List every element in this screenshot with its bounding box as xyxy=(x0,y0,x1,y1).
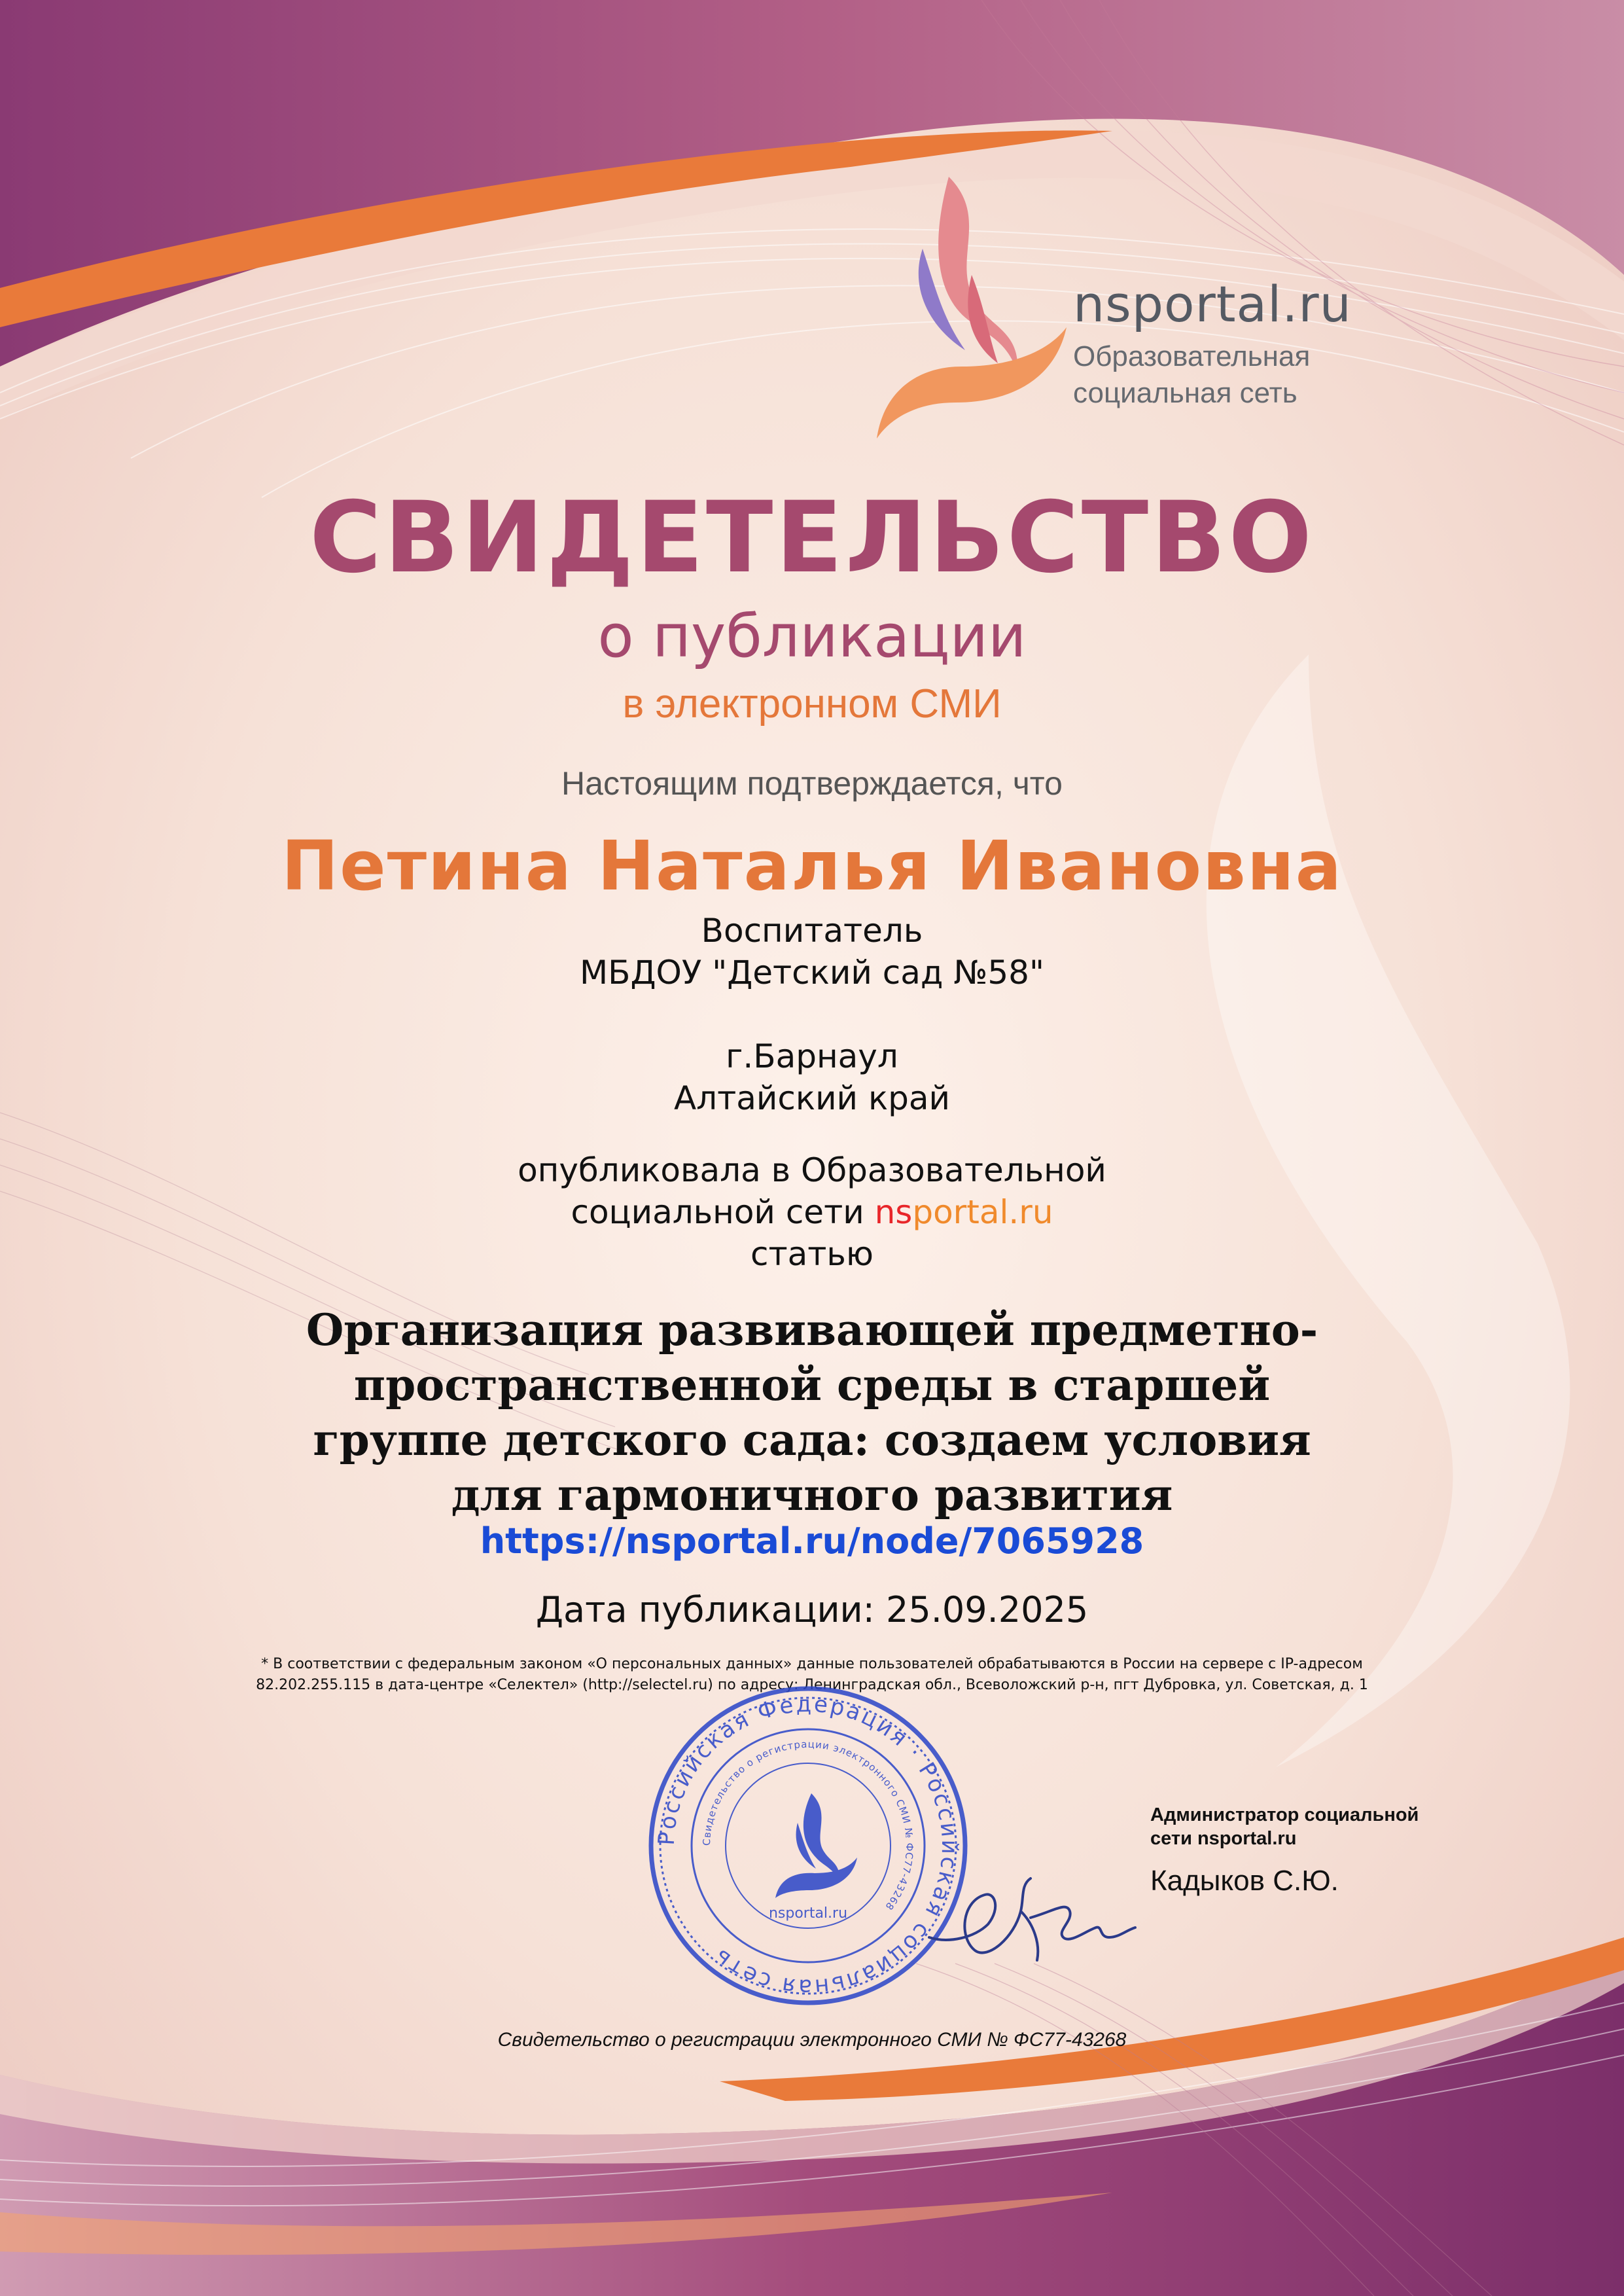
admin-name: Кадыков С.Ю. xyxy=(1150,1865,1339,1897)
stamp-center-text: nsportal.ru xyxy=(768,1905,848,1922)
nsportal-link-portal[interactable]: portal.ru xyxy=(912,1193,1053,1231)
recipient-position: Воспитатель xyxy=(701,912,923,950)
published-line3: статью xyxy=(750,1235,874,1273)
recipient-city: г.Барнаул xyxy=(726,1037,898,1075)
recipient-name: Петина Наталья Ивановна xyxy=(281,826,1343,906)
article-url-link[interactable]: https://nsportal.ru/node/7065928 xyxy=(480,1520,1144,1562)
published-line2 xyxy=(0,1191,1624,1233)
article-title-line: группе детского сада: создаем условия xyxy=(313,1414,1311,1465)
recipient-organization: МБДОУ "Детский сад №58" xyxy=(580,954,1044,992)
handwritten-signature xyxy=(923,1839,1139,1970)
published-line1: опубликовала в Образовательной xyxy=(518,1151,1106,1189)
registration-note: Свидетельство о регистрации электронного СМИ № ФС77-43268 xyxy=(497,2029,1127,2051)
nsportal-link-ns[interactable]: ns xyxy=(874,1193,913,1231)
stamp-flame-icon xyxy=(775,1793,857,1898)
certificate-subtitle: о публикации xyxy=(597,602,1027,671)
article-title-line: для гармоничного развития xyxy=(451,1469,1173,1520)
publication-date: Дата публикации: 25.09.2025 xyxy=(535,1589,1089,1630)
certificate-subtitle-media: в электронном СМИ xyxy=(622,681,1002,726)
nsportal-logo xyxy=(857,177,1354,452)
article-title-line: пространственной среды в старшей xyxy=(353,1359,1271,1410)
article-title-line: Организация развивающей предметно- xyxy=(306,1304,1318,1355)
footnote-line1: * В соответствии с федеральным законом «О персональных данных» данные пользователей обрабатываются в России на сервере с IP-адресом xyxy=(261,1656,1363,1672)
article-title xyxy=(0,1302,1624,1522)
stamp-inner-text: Свидетельство о регистрации электронного СМИ № ФС77-43268 xyxy=(700,1738,916,1913)
logo-name: nsportal.ru xyxy=(1073,275,1352,333)
admin-label-line2: сети nsportal.ru xyxy=(1150,1828,1297,1849)
recipient-location-block xyxy=(0,1035,1624,1119)
published-line2-prefix: социальной сети xyxy=(571,1193,875,1231)
published-statement xyxy=(0,1149,1624,1275)
administrator-block xyxy=(1150,1803,1491,1897)
stamp-outer-text: Российская Федерация · Российская социальная сеть xyxy=(653,1691,963,2001)
recipient-position-block xyxy=(0,910,1624,994)
recipient-region: Алтайский край xyxy=(673,1079,951,1117)
certificate-title: СВИДЕТЕЛЬСТВО xyxy=(309,481,1315,595)
admin-label-line1: Администратор социальной xyxy=(1150,1804,1419,1825)
footnote-line2: 82.202.255.115 в дата-центре «Селектел» (http://selectel.ru) по адресу: Ленинградская обл., Всеволожский р-н, пгт Дубровка, ул. Советская, д. 1 xyxy=(256,1677,1368,1693)
logo-subtitle-line1: Образовательная xyxy=(1073,340,1311,372)
flame-hand-icon xyxy=(857,177,1073,452)
logo-subtitle-line2: социальная сеть xyxy=(1073,377,1297,409)
confirmation-text: Настоящим подтверждается, что xyxy=(561,765,1063,802)
